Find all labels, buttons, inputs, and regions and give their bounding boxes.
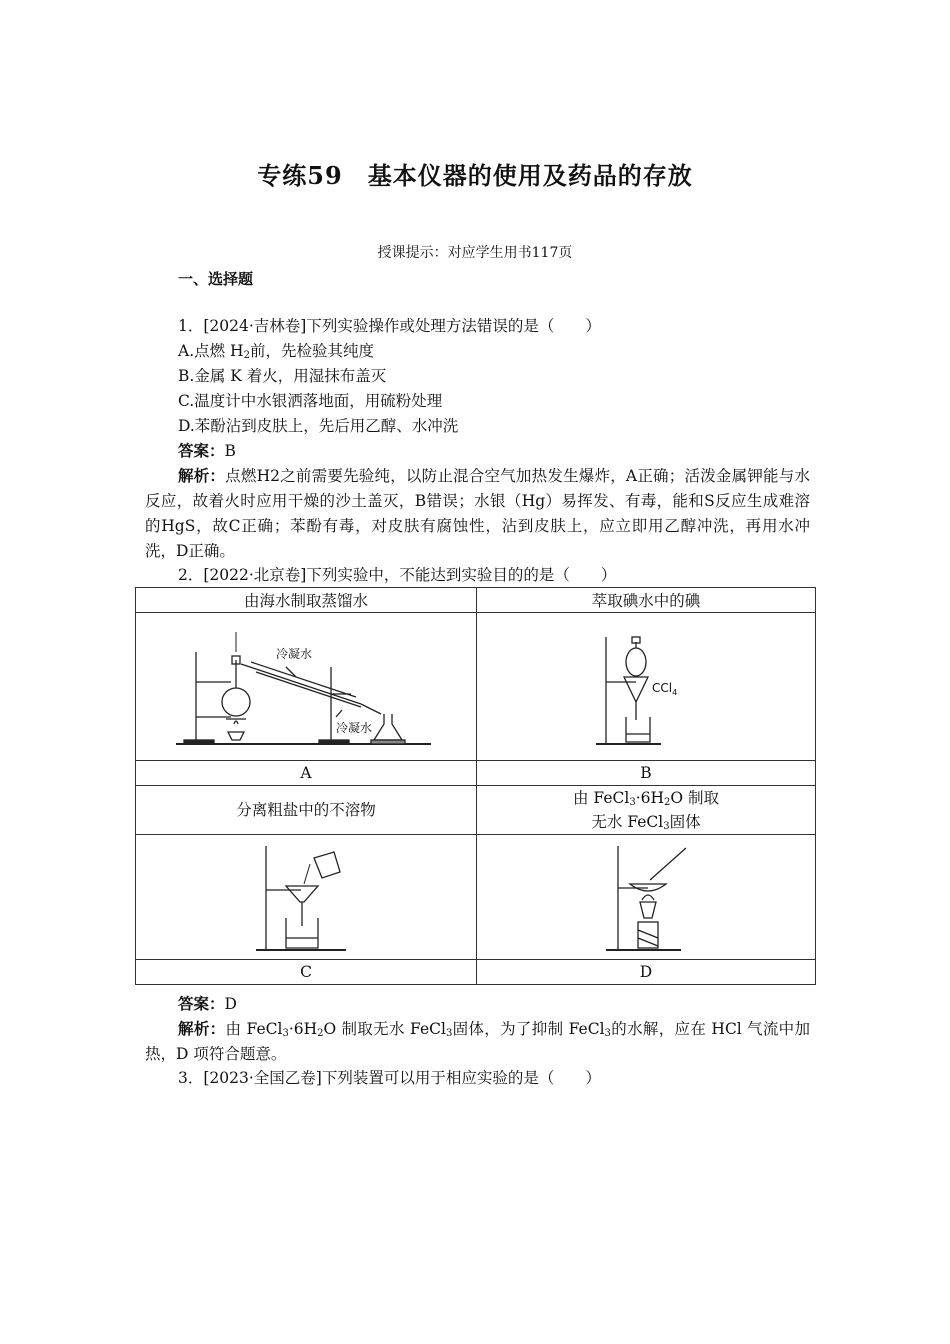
distillation-apparatus-figure [156,622,456,752]
q1-stem: 1．[2024·吉林卷]下列实验操作或处理方法错误的是（ ） [178,317,601,335]
cell-a-figure [136,613,477,761]
q1-answer: 答案：B [178,441,236,460]
q3-stem: 3．[2023·全国乙卷]下列装置可以用于相应实验的是（ ） [178,1069,601,1087]
textbook-hint: 授课提示：对应学生用书117页 [377,245,573,261]
q2-answer: 答案：D [178,994,237,1013]
experiment-table [135,587,816,985]
section-heading: 一、选择题 [178,270,254,288]
cell-c-title: 分离粗盐中的不溶物 [136,786,477,835]
cell-b-title: 萃取碘水中的碘 [477,588,816,613]
cell-d-label: D [477,960,816,985]
cell-c-label: C [136,960,477,985]
cell-b-figure [477,613,816,761]
q1-analysis: 解析：点燃H2之前需要先验纯，以防止混合空气加热发生爆炸，A正确；活泼金属钾能与水反应，故着火时应用干燥的沙土盖灭，B错误；水银（Hg）易挥发、有毒，能和S反应生成难溶的HgS，故C正确；苯酚有毒，对皮肤有腐蚀性，沾到皮肤上，应立即用乙醇冲洗，再用水冲洗，D正确。 [145,466,810,560]
q2-analysis: 解析：由 $FeCl_3\cdot 6H_2O$ 制取无水 FeCl$_3$固体，为了抑制 FeCl$_3$的水解，应在 HCl 气流中加热，D 项符合题意。 [145,1019,810,1063]
cell-c-figure [136,835,477,960]
filtration-apparatus-figure [246,838,366,956]
q1-option-a: A.点燃 $H_2$前，先检验其纯度 [178,342,374,361]
q2-stem: 2．[2022·北京卷]下列实验中，不能达到实验目的的是（ ） [178,566,617,584]
cell-a-title: 由海水制取蒸馏水 [136,588,477,613]
evaporation-apparatus-figure [586,838,706,956]
coolant-label-bottom: 冷凝水 [336,720,373,735]
cell-d-title: 由 $FeCl_3\cdot 6H_2O$ 制取 无水 FeCl$_3$固体 [477,786,816,835]
ccl4-label: CCl$_4$ [652,680,678,697]
cell-b-label: B [477,761,816,786]
cell-a-label: A [136,761,477,786]
page-title: 专练59 基本仪器的使用及药品的存放 [257,161,693,190]
cell-d-figure [477,835,816,960]
q1-option-b: B.金属 K 着火，用湿抹布盖灭 [178,367,387,385]
extraction-apparatus-figure [566,622,726,752]
coolant-label-top: 冷凝水 [276,646,313,661]
q1-option-d: D.苯酚沾到皮肤上，先后用乙醇、水冲洗 [178,417,459,435]
q1-option-c: C.温度计中水银洒落地面，用硫粉处理 [178,392,443,410]
